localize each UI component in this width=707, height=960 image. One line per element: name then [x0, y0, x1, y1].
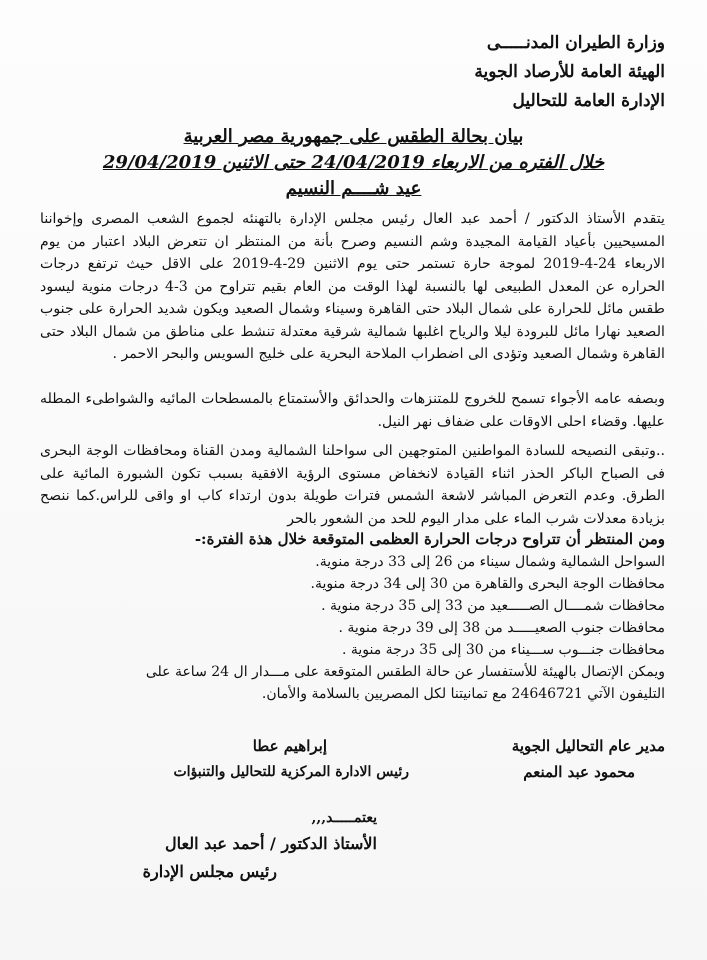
central-head-name: إبراهيم عطا [252, 737, 327, 755]
contact-line-2: التليفون الآتي 24646721 مع تمانيتنا لكل المصريين بالسلامة والأمان. [261, 686, 665, 702]
period-title: خلال الفتره من الاربعاء 24/04/2019 حتى الاثنين 29/04/2019 [102, 152, 605, 173]
temp-item-north-coast: السواحل الشمالية وشمال سيناء من 26 إلى 33 درجة منوية. [315, 554, 665, 570]
ministry-name: وزارة الطيران المدنـــــى [486, 33, 665, 53]
chair-name: الأستاذ الدكتور / أحمد عبد العال [165, 834, 377, 853]
authority-name: الهيئة العامة للأرصاد الجوية [474, 62, 665, 82]
temp-item-south-sinai: محافظات جنـــوب ســـيناء من 30 إلى 35 درجة منوية . [341, 642, 665, 658]
advice-paragraph: ..وتبقى النصيحه للسادة المواطنين المتوجهين الى سواحلنا الشمالية ومدن القناة ومحافظات الوجة البحرى فى الصباح الباكر الحذر اثناء القيادة لانخفاض مستوى الرؤية الافقية بسبب تكون الشبورة المائية على الطرق. وعدم التعرض المباشر لاشعة الشمس فترات طويلة بدون ارتداء كاب او واقى للراس.كما ننصح بزيادة معدلات شرب الماء على مدار اليوم للحد من الشعور بالحر [40, 443, 665, 527]
analysis-director-title: مدير عام التحاليل الجوية [511, 737, 665, 755]
document-title: بيان بحالة الطقس على جمهورية مصر العربية [183, 126, 524, 147]
central-head-title: رئيس الادارة المركزية للتحاليل والتنبؤات [173, 764, 409, 780]
expected-heading: ومن المنتظر أن تتراوح درجات الحرارة العظمى المتوقعة خلال هذة الفترة:- [194, 530, 665, 548]
occasion-title: عيد شــــم النسيم [285, 178, 422, 199]
weather-paragraph: وبصفه عامه الأجواء تسمح للخروج للمتنزهات والحدائق والأستمتاع بالمسطحات المائيه والشواطىء المطله عليها. وقضاء احلى الاوقات على ضفاف نهر النيل. [40, 391, 665, 430]
chair-title: رئيس مجلس الإدارة [142, 862, 277, 881]
temp-item-north-upper-egypt: محافظات شمــــال الصـــــعيد من 33 إلى 35 درجة منوية . [321, 598, 665, 614]
department-name: الإدارة العامة للتحاليل [512, 91, 665, 111]
contact-line-1: ويمكن الإتصال بالهيئة للأستفسار عن حالة الطقس المتوقعة على مـــدار ال 24 ساعة على [145, 664, 665, 680]
approved-label: يعتمـــــد,,, [311, 810, 377, 826]
intro-paragraph: يتقدم الأستاذ الدكتور / أحمد عبد العال رئيس مجلس الإدارة بالتهنئه لجموع الشعب المصرى وإخواننا المسيحيين بأعياد القيامة المجيدة وشم النسيم وصرح بأنة من المنتظر ان تتعرض البلاد اعتبار من يوم الاربعاء 24-4-2019 لموجة حارة تستمر حتى يوم الاثنين 29-4-2019 على الاقل حيث ترتفع درجات الحراره عن المعدل الطبيعى لها بالنسبة لهذا الوقت من العام بقيم تتراوح من 3-4 درجات منوية ليسود طقس مائل للحرارة على شمال البلاد حتى القاهرة وسيناء وشمال الصعيد ويكون شديد الحرارة على جنوب الصعيد نهارا مائل للبرودة ليلا والرياح اغلبها شمالية شرقية معتدلة تنشط على مناطق من شمال البلاد حتى القاهرة وشمال الصعيد وتؤدى الى اضطراب الملاحة البحرية على خليج السويس والبحر الاحمر . [40, 211, 665, 362]
temp-item-delta-cairo: محافظات الوجة البحرى والقاهرة من 30 إلى 34 درجة منوية. [310, 576, 665, 592]
temp-item-south-upper-egypt: محافظات جنوب الصعيـــــد من 38 إلى 39 درجة منوية . [338, 620, 665, 636]
analysis-director-name: محمود عبد المنعم [523, 763, 635, 781]
